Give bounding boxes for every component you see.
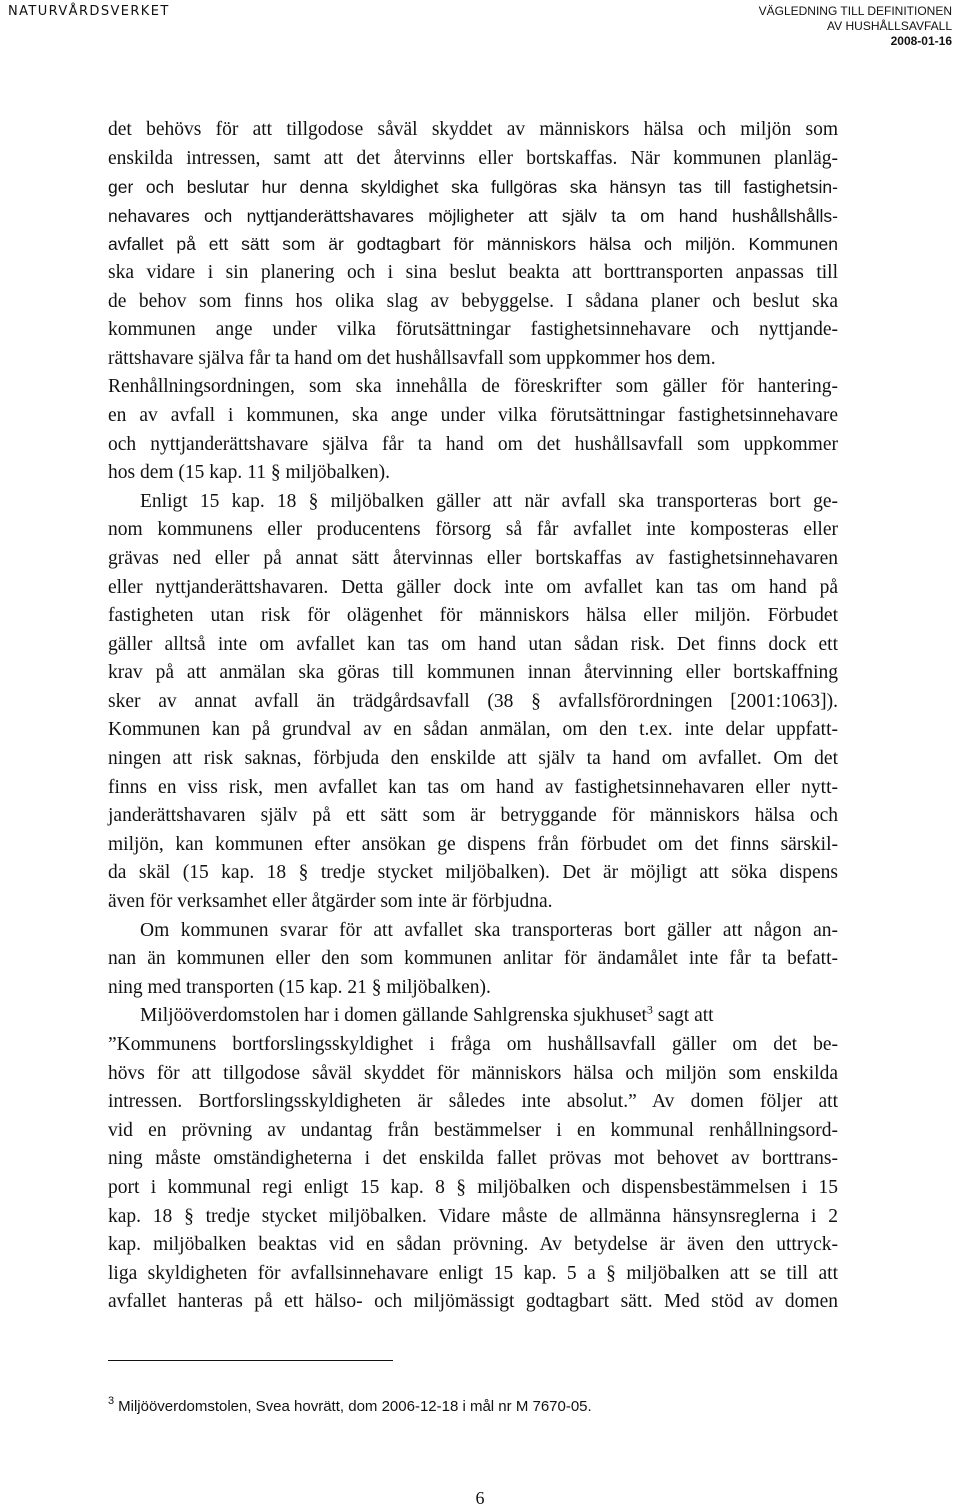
footnote-reference: 3 [646,1002,653,1017]
page-number: 6 [475,1488,485,1508]
text-line: kap. 18 § tredje stycket miljöbalken. Vidare måste de allmänna hänsynsreglerna i 2 [108,1205,838,1227]
text-line: det behövs för att tillgodose såväl skyddet av människors hälsa och miljön som [108,119,838,140]
text-line-tail: sagt att [657,1005,714,1027]
text-line: fastigheten utan risk för olägenhet för människors hälsa eller miljön. Förbudet [108,605,838,627]
text-line: kap. miljöbalken beaktas vid en sådan prövning. Av betydelse är även den uttryck- [108,1234,838,1256]
text-line-main: Miljööverdomstolen har i domen gällande Sahlgrenska sjukhuset [140,1005,647,1027]
footnote [108,1395,592,1415]
text-line: Kommunen kan på grundval av en sådan anmälan, om den t.ex. inte delar uppfatt- [108,719,838,741]
text-line: Om kommunen svarar för att avfallet ska transporteras bort gäller att någon an- [140,919,838,941]
text-line: ning måste omständigheterna i det enskilda fallet prövas mot behovet av borttrans- [108,1148,838,1170]
text-line: port i kommunal regi enligt 15 kap. 8 § miljöbalken och dispensbestämmelsen i 15 [108,1176,838,1198]
body-text [108,116,838,1317]
text-line: nom kommunens eller producentens försorg så får avfallet inte komposteras eller [108,519,838,541]
footnote-mark: 3 [108,1395,115,1407]
text-line: de behov som finns hos olika slag av bebyggelse. I sådana planer och beslut ska [108,290,838,312]
text-line: ger och beslutar hur denna skyldighet ska fullgöras ska hänsyn tas till fastighetsin- [108,177,838,198]
text-line: ningen att risk saknas, förbjuda den enskilde att själv ta hand om avfallet. Om det [108,748,838,770]
header-document-info [759,4,952,49]
header-date: 2008-01-16 [890,34,952,48]
text-line: liga skyldigheten för avfallsinnehavare enligt 15 kap. 5 a § miljöbalken att se till att [108,1262,838,1284]
text-line: avfallet på ett sätt som är godtagbart för människors hälsa och miljön. Kommunen [108,234,838,255]
header-organization: NATURVÅRDSVERKET [8,4,170,19]
text-line: nehavares och nyttjanderättshavares möjligheter att själv ta om hand hushållshålls- [108,205,838,226]
text-line: ”Kommunens bortforslingsskyldighet i fråga om hushållsavfall gäller om det be- [108,1034,838,1055]
text-line [108,1002,838,1031]
footnote-text: Miljööverdomstolen, Svea hovrätt, dom 2006-12-18 i mål nr M 7670-05. [118,1398,592,1415]
text-line: grävas ned eller på annat sätt återvinnas eller bortskaffas av fastighetsinnehavaren [108,547,838,569]
text-line: enskilda intressen, samt att det återvinns eller bortskaffas. När kommunen planläg- [108,147,838,169]
text-line: avfallet hanteras på ett hälso- och miljömässigt godtagbart sätt. Med stöd av domen [108,1291,838,1313]
text-line: även för verksamhet eller åtgärder som inte är förbjudna. [108,891,553,913]
text-line: hövs för att tillgodose såväl skyddet för människors hälsa och miljön som enskilda [108,1062,838,1084]
text-line: eller nyttjanderättshavaren. Detta gäller dock inte om avfallet kan tas om hand på [108,576,838,598]
text-line: da skäl (15 kap. 18 § tredje stycket miljöbalken). Det är möjligt att söka dispens [108,862,838,884]
text-line: ska vidare i sin planering och i sina beslut beakta att borttransporten anpassas till [108,261,838,283]
text-line: hos dem (15 kap. 11 § miljöbalken). [108,462,390,484]
text-line: Renhållningsordningen, som ska innehålla de föreskrifter som gäller för hantering- [108,376,838,398]
text-line: och nyttjanderättshavare själva får ta hand om det hushållsavfall som uppkommer [108,433,838,455]
text-line: Enligt 15 kap. 18 § miljöbalken gäller att när avfall ska transporteras bort ge- [140,490,838,512]
text-line: finns en viss risk, men avfallet kan tas om hand av fastighetsinnehavaren eller nytt- [108,776,838,798]
text-line: krav på att anmälan ska göras till kommunen innan återvinning eller bortskaffning [108,662,838,684]
text-line: en av avfall i kommunen, ska ange under vilka förutsättningar fastighetsinnehavare [108,404,838,426]
text-line: janderättshavaren själv på ett sätt som är betryggande för människors hälsa och [108,805,838,827]
header-title-line1: VÄGLEDNING TILL DEFINITIONEN [758,4,952,18]
header-title-line2: AV HUSHÅLLSAVFALL [827,19,952,33]
text-line: miljön, kan kommunen efter ansökan ge dispens från förbudet om det finns särskil- [108,833,838,855]
text-line: intressen. Bortforslingsskyldigheten är således inte absolut.” Av domen följer att [108,1091,838,1113]
text-line: rättshavare själva får ta hand om det hushållsavfall som uppkommer hos dem. [108,347,716,369]
text-line: kommunen ange under vilka förutsättningar fastighetsinnehavare och nyttjande- [108,319,838,341]
text-line: sker av annat avfall än trädgårdsavfall (38 § avfallsförordningen [2001:1063]). [108,690,838,712]
text-line: vid en prövning av undantag från bestämmelser i en kommunal renhållningsord- [108,1119,838,1141]
text-line: nan än kommunen eller den som kommunen anlitar för ändamålet inte får ta befatt- [108,948,838,970]
text-line: ning med transporten (15 kap. 21 § miljöbalken). [108,976,491,998]
footnote-divider [108,1360,393,1361]
text-line: gäller alltså inte om avfallet kan tas om hand utan sådan risk. Det finns dock ett [108,633,838,655]
